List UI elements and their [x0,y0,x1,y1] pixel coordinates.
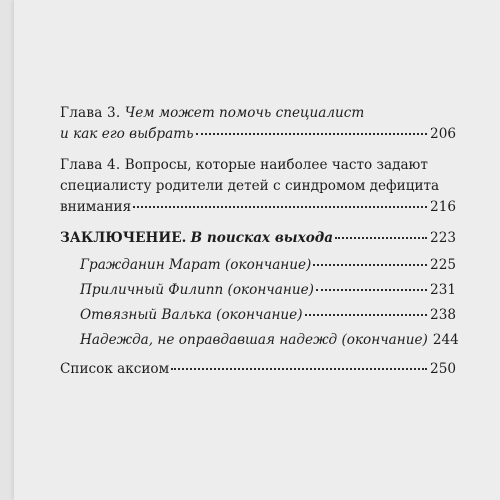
sub-entry-title: Приличный Филипп (окончание) [80,282,314,298]
dot-leader [335,236,427,239]
toc-sub-entry [60,330,459,351]
conclusion-title: В поисках выхода [190,230,334,246]
toc-sub-entry [60,280,456,301]
page-number: 225 [430,257,456,273]
conclusion-label: ЗАКЛЮЧЕНИЕ. [60,230,187,246]
book-page [14,0,500,500]
dot-leader [196,132,428,135]
page-number: 216 [430,199,456,215]
page-number: 250 [430,361,456,377]
dot-leader [171,367,427,370]
toc-sub-entry [60,255,456,276]
page-number: 223 [430,230,456,246]
dot-leader [305,313,428,316]
toc-entry-conclusion [60,228,456,249]
axioms-title: Список аксиом [60,361,170,377]
dot-leader [316,288,427,291]
chapter-title-cont: внимания [60,199,132,215]
page-number: 206 [430,126,456,142]
toc-entry-axioms [60,359,456,380]
page-number: 231 [430,282,456,298]
table-of-contents [60,103,459,390]
chapter-title: Чем может помочь специалист [124,105,365,121]
sub-entry-title: Гражданин Марат (окончание) [80,257,312,273]
chapter-title-cont: специалисту родители детей с синдромом дефицита [60,178,440,194]
dot-leader [133,205,427,208]
toc-entry-chapter-3 [60,103,456,145]
chapter-title: Вопросы, которые наиболее часто задают [124,157,428,173]
chapter-label: Глава 3. [60,105,121,121]
dot-leader [313,263,427,266]
toc-sub-entry [60,305,456,326]
page-number: 244 [432,332,459,348]
sub-entry-title: Отвязный Валька (окончание) [80,307,303,323]
sub-entry-title: Надежда, не оправдавшая надежд (окончание) [80,332,428,348]
page-number: 238 [430,307,456,323]
chapter-title-cont: и как его выбрать [60,126,194,142]
chapter-label: Глава 4. [60,157,121,173]
toc-entry-chapter-4 [60,155,456,218]
